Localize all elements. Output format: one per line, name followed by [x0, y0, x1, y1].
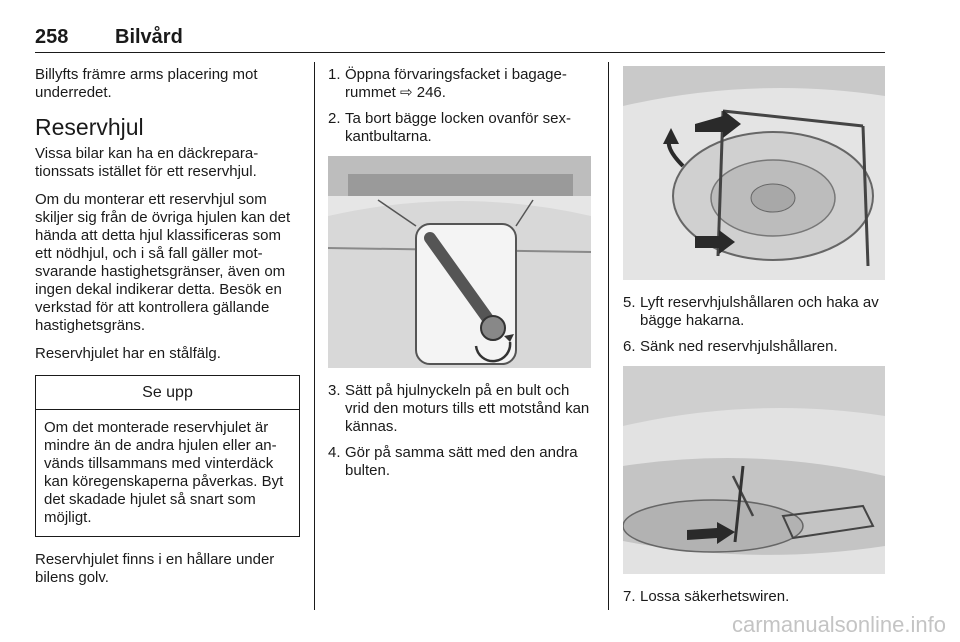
step-text: Sänk ned reservhjulshållaren.	[640, 338, 838, 355]
column-divider	[314, 62, 315, 610]
column-left	[35, 66, 300, 597]
chapter-title: Bilvård	[115, 26, 183, 48]
intro-text: Billyfts främre arms placering mot underredet.	[35, 66, 258, 101]
paragraph: Vissa bilar kan ha en däckreparationssats istället för ett reservhjul.	[35, 145, 259, 180]
page-number: 258	[35, 26, 69, 48]
step-text: Lossa säkerhetswiren.	[640, 588, 790, 605]
step-number: 3.	[328, 382, 341, 399]
step-item	[623, 294, 885, 330]
step-item	[328, 382, 593, 436]
step-item	[328, 66, 593, 102]
paragraph: Om du monterar ett reservhjul som skiljer sig från de övriga hjulen kan det hända att detta hjul klassificeras som ett nödhjul, och i så fall gäller motsvarande hastighetsgränser, även om ingen dekal indikerar detta. Besök en verkstad för att kontrollera gällande hastighetsgräns.	[35, 191, 291, 334]
step-number: 6.	[623, 338, 636, 355]
paragraph: Reservhjulet finns i en hållare under bilens golv.	[35, 551, 275, 586]
column-middle	[328, 66, 593, 488]
step-item	[328, 444, 593, 480]
step-text: Ta bort bägge locken ovanför sexkantbultarna.	[345, 110, 571, 145]
step-number: 7.	[623, 588, 636, 605]
step-text: Sätt på hjulnyckeln på en bult och vrid den moturs tills ett motstånd kan kännas.	[345, 382, 590, 435]
step-number: 2.	[328, 110, 341, 127]
paragraph: Reservhjulet har en stålfälg.	[35, 345, 221, 362]
step-item	[623, 588, 885, 606]
step-number: 5.	[623, 294, 636, 311]
warning-box	[35, 375, 300, 537]
step-number: 1.	[328, 66, 341, 83]
warning-body: Om det monterade reservhjulet är mindre än de andra hjulen eller används tillsammans med vinterdäck kan köregenskaperna påverkas. Byt det skadade hjulet så snart som möjligt.	[44, 419, 284, 526]
column-right	[623, 66, 885, 614]
lowered-holder-illustration	[623, 366, 885, 574]
step-text: Lyft reservhjulshållaren och haka av bägge hakarna.	[640, 294, 879, 329]
step-text: Gör på samma sätt med den andra bulten.	[345, 444, 578, 479]
page-header	[35, 26, 885, 53]
trunk-bolt-illustration	[328, 156, 591, 368]
step-item	[328, 110, 593, 146]
section-heading: Reservhjul	[35, 114, 144, 140]
step-number: 4.	[328, 444, 341, 461]
step-item	[623, 338, 885, 356]
watermark: carmanualsonline.info	[731, 612, 946, 637]
step-text: Öppna förvaringsfacket i bagagerummet ⇨ 246.	[345, 66, 567, 101]
column-divider	[608, 62, 609, 610]
warning-title: Se upp	[36, 376, 299, 410]
spare-wheel-holder-illustration	[623, 66, 885, 280]
